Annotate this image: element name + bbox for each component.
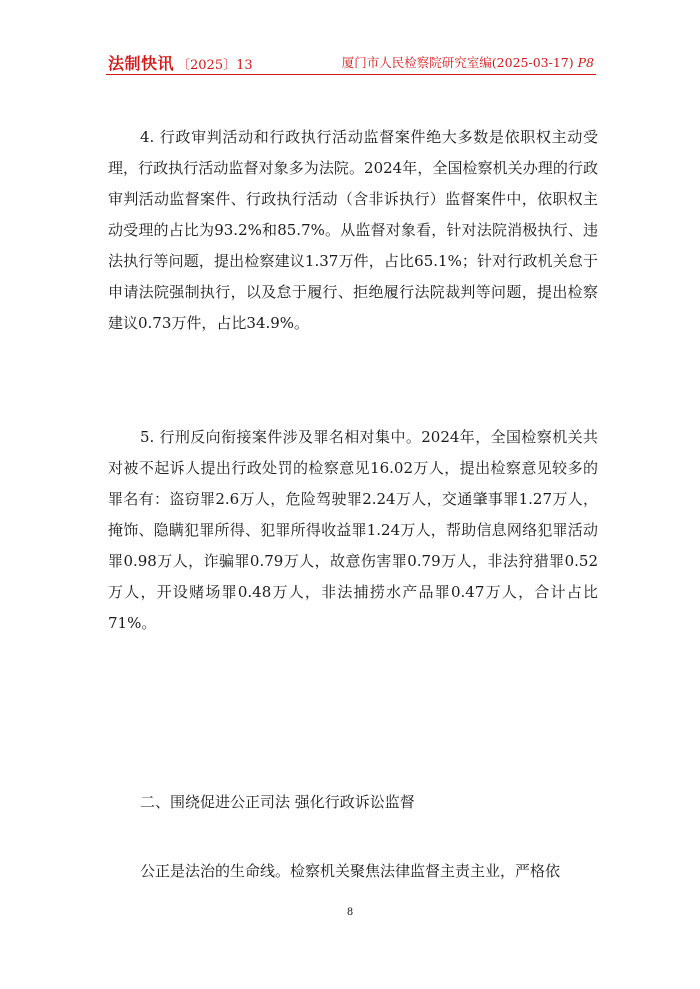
page-header	[108, 51, 594, 73]
issue-number: 〔2025〕13	[177, 58, 253, 73]
body-paragraph: 公正是法治的生命线。检察机关聚焦法律监督主责主业，严格依	[140, 862, 561, 880]
body-paragraph: 4. 行政审判活动和行政执行活动监督案件绝大多数是依职权主动受理，行政执行活动监督对象多为法院。2024年，全国检察机关办理的行政审判活动监督案件、行政执行活动（含非诉执行）监督案件中，依职权主动受理的占比为93.2%和85.7%。从监督对象看，针对法院消极执行、违法执行等问题，提出检察建议1.37万件，占比65.1%；针对行政机关怠于申请法院强制执行，以及怠于履行、拒绝履行法院裁判等问题，提出检察建议0.73万件，占比34.9%。	[108, 128, 598, 332]
publication-title: 法制快讯	[108, 54, 175, 73]
editor-source: 厦门市人民检察院研究室编(2025-03-17)	[341, 55, 574, 70]
section-heading: 二、围绕促进公正司法 强化行政诉讼监督	[140, 793, 415, 811]
header-divider	[106, 74, 596, 75]
body-paragraph: 5. 行刑反向衔接案件涉及罪名相对集中。2024年，全国检察机关共对被不起诉人提出行政处罚的检察意见16.02万人，提出检察意见较多的罪名有：盗窃罪2.6万人，危险驾驶罪2.24万人，交通肇事罪1.27万人，掩饰、隐瞒犯罪所得、犯罪所得收益罪1.24万人，帮助信息网络犯罪活动罪0.98万人，诈骗罪0.79万人，故意伤害罪0.79万人，非法狩猎罪0.52万人，开设赌场罪0.48万人，非法捕捞水产品罪0.47万人，合计占比71%。	[108, 428, 598, 632]
header-publication	[108, 51, 253, 74]
page-number: 8	[346, 907, 354, 918]
header-page-label: P8	[577, 55, 594, 70]
header-source	[342, 53, 594, 71]
